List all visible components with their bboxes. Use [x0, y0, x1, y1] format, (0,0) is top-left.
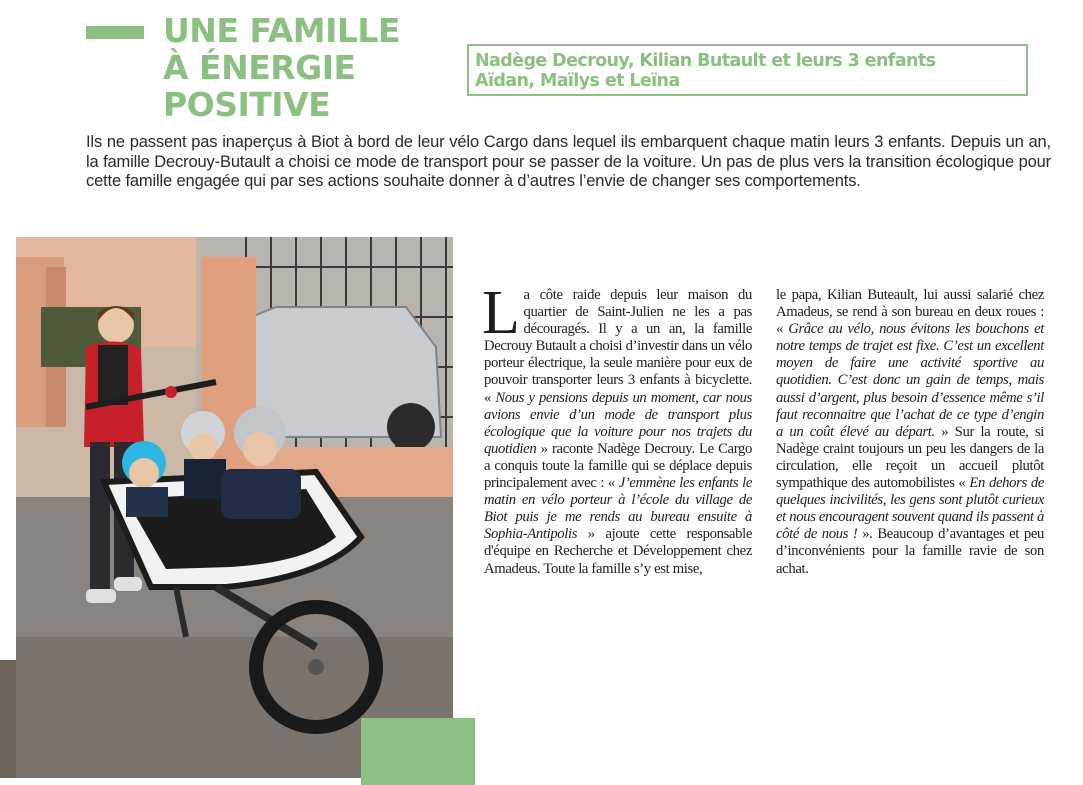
intro-paragraph: Ils ne passent pas inaperçus à Biot à bord de leur vélo Cargo dans lequel ils embarquent chaque matin leurs 3 enfants. Depuis un an, la famille Decrouy-Butault a choisi ce mode de transport pour se passer de la voiture. Un pas de plus vers la transition écologique pour cette famille engagée qui par ses actions souhaite donner à d’autres l’envie de changer ses comportements. [86, 133, 1051, 190]
adjacent-photo-edge [0, 660, 16, 778]
article-paragraph-2 [776, 287, 1044, 578]
col1-quote-1: Nous y pensions depuis un moment, car nous avions envie d’un mode de transport plus écologique que la voiture pour nos trajets du quotidien [484, 389, 752, 457]
col1-text-2: » raconte Nadège Decrouy. Le Cargo a conquis toute la famille qui se déplace depuis principalement avec : « [484, 440, 752, 492]
family-names-line-2: Aïdan, Maïlys et Leïna [475, 71, 680, 91]
photo-illustration [16, 237, 453, 778]
article-title [163, 12, 463, 123]
title-line-1: UNE FAMILLE [163, 11, 400, 50]
col2-text-1: le papa, Kilian Buteault, lui aussi salarié chez Amadeus, se rend à son bureau en deux roues : « [776, 287, 1044, 338]
col1-quote-2: J’emmène les enfants le matin en vélo porteur à l’école du village de Biot puis je me rends au bureau ensuite à Sophia-Antipolis [484, 475, 753, 543]
family-cargo-bike-photo [16, 237, 453, 778]
article-column-1 [482, 279, 753, 578]
col1-text-1: a côte raide depuis leur maison du quartier de Saint-Julien ne les a pas découragés. Il y a un an, la famille Decrouy Butault a choisi d’investir dans un vélo porteur électrique, la seule manière pour eux de pouvoir transporter leurs 3 enfants à bicyclette. « [484, 287, 752, 406]
col1-text-3: » ajoute cette responsable d'équipe en Recherche et Développement chez Amadeus. Toute la famille s’y est mise, [484, 526, 752, 577]
title-line-3: POSITIVE [163, 85, 331, 124]
article-column-2 [776, 287, 1044, 578]
col2-quote-1: Grâce au vélo, nous évitons les bouchons et notre temps de trajet est fixe. C’est un excellent moyen de faire une activité sportive au quotidien. C’est donc un gain de temps, mais aussi d’argent, plus besoin d’essence même s’il faut reconnaitre que l’achat de ce type d’engin a un coût élevé au départ. [776, 321, 1044, 440]
col2-text-3: ». Beaucoup d’avantages et peu d’inconvénients pour la famille ravie de son achat. [776, 526, 1044, 577]
family-names-box [467, 44, 1028, 96]
article-paragraph-1 [482, 279, 753, 578]
title-line-2: À ÉNERGIE [163, 48, 356, 87]
accent-green-block [361, 718, 475, 785]
col2-text-2: » Sur la route, si Nadège craint toujours un peu les dangers de la circulation, elle reçoit un accueil plutôt sympathique des automobilistes « [776, 423, 1044, 492]
drop-cap: L [482, 279, 520, 347]
col2-quote-2: En dehors de quelques incivilités, les gens sont plutôt curieux et nous encouragent souvent quand ils passent à côté de nous ! [776, 475, 1044, 543]
title-accent-bar [86, 26, 144, 39]
family-names-line-1: Nadège Decrouy, Kilian Butault et leurs 3 enfants [475, 51, 936, 71]
